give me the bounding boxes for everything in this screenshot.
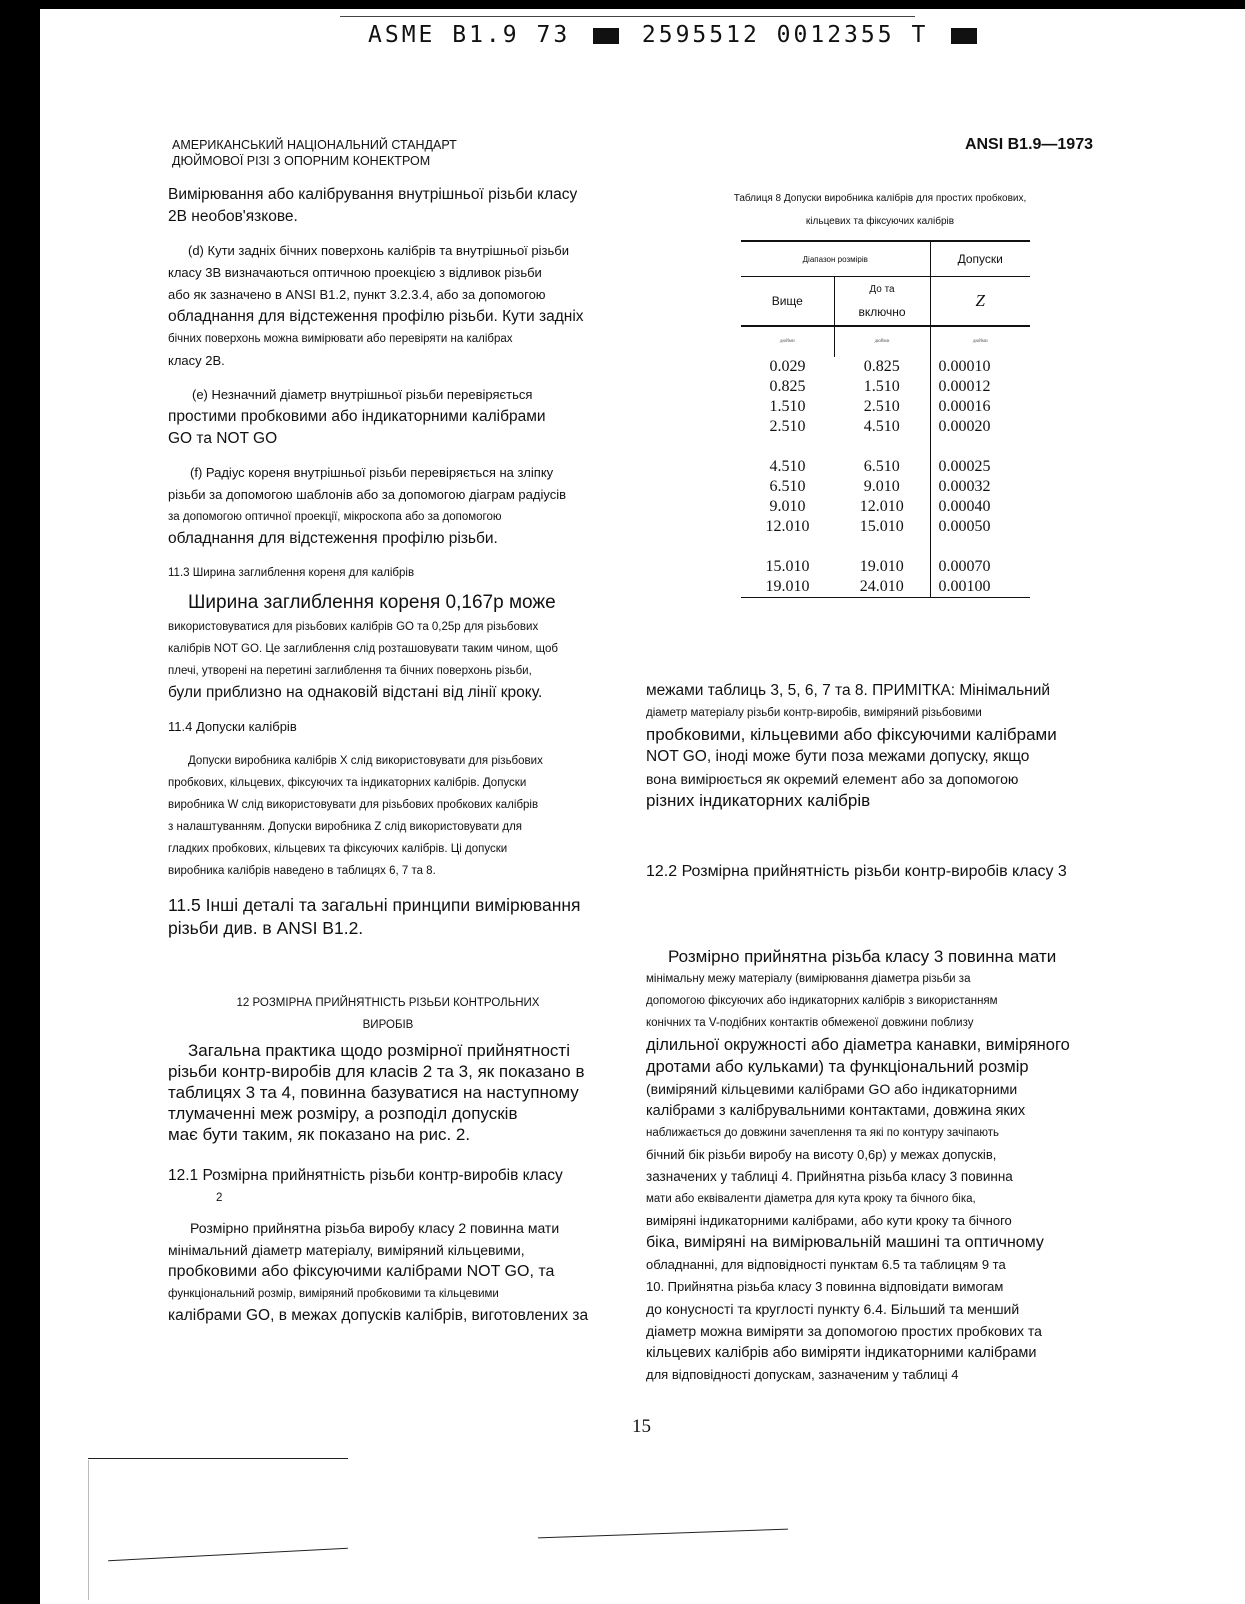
text-line: плечі, утворені на перетині заглиблення та бічних поверхонь різьби,: [168, 665, 532, 677]
cell-to-inclusive: 6.510: [834, 457, 930, 477]
scan-line-artifact: [88, 1458, 348, 1459]
cell-tolerance-z: 0.00070: [938, 558, 991, 575]
cell-above: 0.029: [769, 358, 806, 375]
cell-above: 1.510: [769, 398, 806, 415]
text-line: діаметр матеріалу різьби контр-виробів, виміряний різьбовими: [646, 707, 982, 719]
text-line: Таблиця 8 Допуски виробника калібрів для простих пробкових,: [733, 193, 1027, 204]
text-line: калібрами з калібрувальними контактами, довжина яких: [646, 1103, 1026, 1119]
text-line: дротами або кульками) та функціональний розмір: [646, 1058, 1029, 1076]
table-row: [741, 497, 1030, 517]
table-row: [741, 557, 1030, 577]
text-line: Розмірно прийнятна різьба виробу класу 2 повинна мати: [190, 1220, 560, 1236]
text-line: 10. Прийнятна різьба класу 3 повинна відповідати вимогам: [646, 1279, 1004, 1294]
section-heading-11-3: 11.3 Ширина заглиблення кореня для калібрів: [168, 567, 415, 579]
paragraph-12: [168, 1040, 618, 1145]
table-row: [741, 517, 1030, 537]
table-row: [741, 417, 1030, 437]
text-line: Загальна практика щодо розмірної прийнятності: [188, 1041, 570, 1060]
right-column-continuation: [646, 680, 1116, 812]
text-line: різьби контр-виробів для класів 2 та 3, як показано в: [168, 1062, 585, 1081]
cell-to-inclusive: 12.010: [834, 497, 930, 517]
scan-line-artifact: [88, 1460, 89, 1600]
table-header-tolerances: Допуски: [930, 241, 1030, 277]
text-line: за допомогою оптичної проекції, мікроскопа або за допомогою: [168, 511, 502, 523]
text-line: обладнання для відстеження профілю різьби.: [168, 530, 498, 547]
redaction-block: [951, 28, 977, 44]
unit-row: [741, 326, 1030, 357]
text-line: Допуски виробника калібрів X слід використовувати для різьбових: [188, 755, 543, 767]
group-spacer: [741, 537, 1030, 557]
left-column: [168, 184, 618, 1327]
running-head-line: ДЮЙМОВОЇ РІЗІ З ОПОРНИМ КОНЕКТРОМ: [172, 154, 431, 168]
text-line: Розмірно прийнятна різьба класу 3 повинна мати: [668, 947, 1057, 966]
cell-to-inclusive: 1.510: [834, 377, 930, 397]
group-spacer: [741, 437, 1030, 457]
cell-tolerance-z: 0.00050: [938, 518, 991, 535]
cell-tolerance-z: 0.00025: [938, 458, 991, 475]
text-line: пробковими, кільцевими або фіксуючими калібрами: [646, 725, 1057, 744]
text-line: кільцевих та фіксуючих калібрів: [805, 216, 955, 227]
text-line: межами таблиць 3, 5, 6, 7 та 8. ПРИМІТКА: Мінімальний: [646, 682, 1051, 699]
text-line: обладнанні, для відповідності пунктам 6.5 та таблицям 9 та: [646, 1257, 1006, 1272]
paragraph-11-3: [168, 590, 618, 704]
cell-to-inclusive: 15.010: [834, 517, 930, 537]
text-line: NOT GO, іноді може бути поза межами допуску, якщо: [646, 748, 1030, 765]
standard-id: ANSI B1.9—1973: [964, 136, 1093, 153]
paragraph-11-4: [168, 750, 618, 882]
text-line: таблицях 3 та 4, повинна базуватися на наступному: [168, 1083, 579, 1102]
table-row: [741, 357, 1030, 377]
text-line: різьби див. в ANSI B1.2.: [168, 918, 364, 938]
text-line: бічний бік різьби виробу на висоту 0,6p) у межах допусків,: [646, 1147, 997, 1162]
table-row: [741, 377, 1030, 397]
cell-above: 6.510: [769, 478, 806, 495]
text-line: (f) Радіус кореня внутрішньої різьби перевіряється на зліпку: [190, 465, 554, 480]
text-line: мати або еквіваленти діаметра для кута кроку та бічного біка,: [646, 1193, 976, 1205]
text-line: пробковими або фіксуючими калібрами NOT GO, та: [168, 1263, 555, 1280]
cell-tolerance-z: 0.00032: [938, 478, 991, 495]
paragraph: [168, 184, 618, 228]
text-line: використовуватися для різьбових калібрів GO та 0,25p для різьбових: [168, 621, 539, 633]
table-row: [741, 457, 1030, 477]
text-line: пробкових, кільцевих, фіксуючих та індикаторних калібрів. Допуски: [168, 777, 527, 789]
cell-to-inclusive: 0.825: [834, 357, 930, 377]
paragraph-12-2: [646, 946, 1116, 1386]
paragraph-11-5: [168, 894, 618, 940]
text-line: До та: [869, 284, 895, 295]
cell-above: 0.825: [769, 378, 806, 395]
text-line: різних індикаторних калібрів: [646, 791, 871, 810]
doc-code-left: ASME B1.9 73: [368, 22, 571, 48]
text-line: наближається до довжини зачеплення та які по контуру зачіпають: [646, 1127, 999, 1139]
table-row: [741, 477, 1030, 497]
scan-shadow-left: [0, 0, 40, 1604]
text-line: 12.1 Розмірна прийнятність різьби контр-виробів класу: [168, 1167, 563, 1184]
column-header-to-inclusive: [834, 277, 930, 327]
text-line: мінімальний діаметр матеріалу, виміряний кільцевими,: [168, 1242, 525, 1258]
text-line: мінімальну межу матеріалу (вимірювання діаметра різьби за: [646, 973, 971, 985]
section-heading-11-4: 11.4 Допуски калібрів: [168, 719, 297, 734]
paragraph-e: [168, 384, 618, 450]
cell-above: 15.010: [765, 558, 810, 575]
text-line: (e) Незначний діаметр внутрішньої різьби перевіряється: [192, 387, 533, 402]
text-line: функціональний розмір, виміряний пробковими та кільцевими: [168, 1288, 499, 1300]
paragraph-12-1: [168, 1217, 618, 1327]
cell-tolerance-z: 0.00012: [938, 378, 991, 395]
cell-to-inclusive: 24.010: [834, 577, 930, 598]
text-line: 12 РОЗМІРНА ПРИЙНЯТНІСТЬ РІЗЬБИ КОНТРОЛЬНИХ: [236, 997, 540, 1009]
column-header-above: Вище: [771, 294, 803, 308]
text-line: кільцевих калібрів або виміряти індикаторними калібрами: [646, 1345, 1037, 1361]
table-row: [741, 397, 1030, 417]
text-line: включно: [858, 305, 906, 319]
text-line: конічних та V-подібних контактів обмеженої довжини поблизу: [646, 1017, 974, 1029]
text-line: біка, виміряні на вимірювальній машині та оптичному: [646, 1234, 1044, 1251]
cell-tolerance-z: 0.00016: [938, 398, 991, 415]
unit-cell: дюйми: [741, 326, 834, 357]
page-number: 15: [632, 1416, 651, 1437]
text-line: або як зазначено в ANSI B1.2, пункт 3.2.3.4, або за допомогою: [168, 287, 546, 302]
cell-to-inclusive: 9.010: [834, 477, 930, 497]
unit-cell: дюйми: [972, 339, 988, 344]
section-heading-12: [168, 992, 608, 1036]
cell-above: 9.010: [769, 498, 806, 515]
cell-above: 4.510: [769, 458, 806, 475]
text-line: для відповідності допускам, зазначеним у таблиці 4: [646, 1367, 959, 1382]
text-line: різьби за допомогою шаблонів або за допомогою діаграм радіусів: [168, 487, 566, 502]
text-line: виміряні індикаторними калібрами, або кути кроку та бічного: [646, 1213, 1012, 1228]
text-line: Вимірювання або калібрування внутрішньої різьби класу: [168, 186, 578, 203]
text-line: GO та NOT GO: [168, 430, 278, 447]
text-line: ділильної окружності або діаметра канавки, виміряного: [646, 1036, 1070, 1054]
text-line: класу 2B.: [168, 353, 225, 368]
text-line: класу 3B визначаються оптичною проекцією з відливок різьби: [168, 265, 542, 280]
text-line: до конусності та круглості пункту 6.4. Більший та менший: [646, 1301, 1020, 1317]
text-line: Ширина заглиблення кореня 0,167p може: [188, 592, 556, 613]
text-line: ВИРОБІВ: [362, 1019, 414, 1031]
cell-to-inclusive: 4.510: [834, 417, 930, 437]
paragraph-continuation: [646, 680, 1116, 812]
tolerance-table: [741, 240, 1030, 598]
cell-tolerance-z: 0.00040: [938, 498, 991, 515]
running-head-line: АМЕРИКАНСЬКИЙ НАЦІОНАЛЬНИЙ СТАНДАРТ: [172, 138, 457, 152]
text-line: калібрами GO, в межах допусків калібрів, виготовлених за: [168, 1307, 589, 1324]
text-line: були приблизно на однаковій відстані від лінії кроку.: [168, 684, 543, 701]
table-header-range: Діапазон розмірів: [741, 241, 930, 277]
cell-tolerance-z: 0.00100: [930, 577, 1030, 598]
doc-code-middle: 2595512 0012355 T: [641, 22, 929, 48]
text-line: калібрів NOT GO. Це заглиблення слід розташовувати таким чином, щоб: [168, 643, 558, 655]
text-line: виробника W слід використовувати для різьбових пробкових калібрів: [168, 799, 539, 811]
cell-to-inclusive: 2.510: [834, 397, 930, 417]
paragraph-d: [168, 240, 618, 372]
text-line: тлумаченні меж розміру, а розподіл допусків: [168, 1104, 518, 1123]
scan-line-artifact: [538, 1529, 788, 1539]
text-line: виробника калібрів наведено в таблицях 6, 7 та 8.: [168, 865, 436, 877]
running-head: [172, 137, 457, 169]
text-line: 11.5 Інші деталі та загальні принципи вимірювання: [168, 895, 581, 915]
text-line: з налаштуванням. Допуски виробника Z слід використовувати для: [168, 821, 523, 833]
table-caption: [690, 187, 1070, 233]
text-line: обладнання для відстеження профілю різьби. Кути задніх: [168, 308, 584, 325]
section-heading-12-1: [168, 1165, 618, 1209]
scan-shadow-top: [40, 0, 1245, 9]
text-line: 2B необов'язкове.: [168, 208, 298, 225]
paragraph-f: [168, 462, 618, 550]
text-line: гладких пробкових, кільцевих та фіксуючих калібрів. Ці допуски: [168, 843, 508, 855]
table-row: [741, 577, 1030, 598]
text-line: (d) Кути задніх бічних поверхонь калібрів та внутрішньої різьби: [188, 243, 569, 258]
cell-to-inclusive: 19.010: [834, 557, 930, 577]
scan-line-artifact: [108, 1548, 348, 1562]
cell-above: 19.010: [741, 577, 834, 598]
unit-cell: дюйми: [834, 326, 930, 357]
text-line: бічних поверхонь можна вимірювати або перевіряти на калібрах: [168, 333, 513, 345]
cell-tolerance-z: 0.00010: [938, 358, 991, 375]
cell-above: 12.010: [765, 518, 810, 535]
text-line: допомогою фіксуючих або індикаторних калібрів з використанням: [646, 995, 998, 1007]
text-line: (виміряний кільцевими калібрами GO або індикаторними: [646, 1081, 1018, 1097]
redaction-block: [593, 28, 619, 44]
text-line: діаметр можна виміряти за допомогою простих пробкових та: [646, 1323, 1042, 1339]
text-line: 2: [216, 1192, 223, 1204]
text-line: вона вимірюється як окремий елемент або за допомогою: [646, 771, 1019, 787]
text-line: зазначених у таблиці 4. Прийнятна різьба класу 3 повинна: [646, 1169, 1013, 1184]
cell-above: 2.510: [769, 418, 806, 435]
cell-tolerance-z: 0.00020: [938, 418, 991, 435]
text-line: має бути таким, як показано на рис. 2.: [168, 1125, 471, 1144]
text-line: простими пробковими або індикаторними калібрами: [168, 408, 546, 425]
header-rule: [340, 16, 915, 17]
column-header-z: Z: [975, 291, 985, 310]
section-heading-12-2: 12.2 Розмірна прийнятність різьби контр-виробів класу 3: [646, 863, 1067, 880]
document-code-header: [368, 22, 983, 48]
